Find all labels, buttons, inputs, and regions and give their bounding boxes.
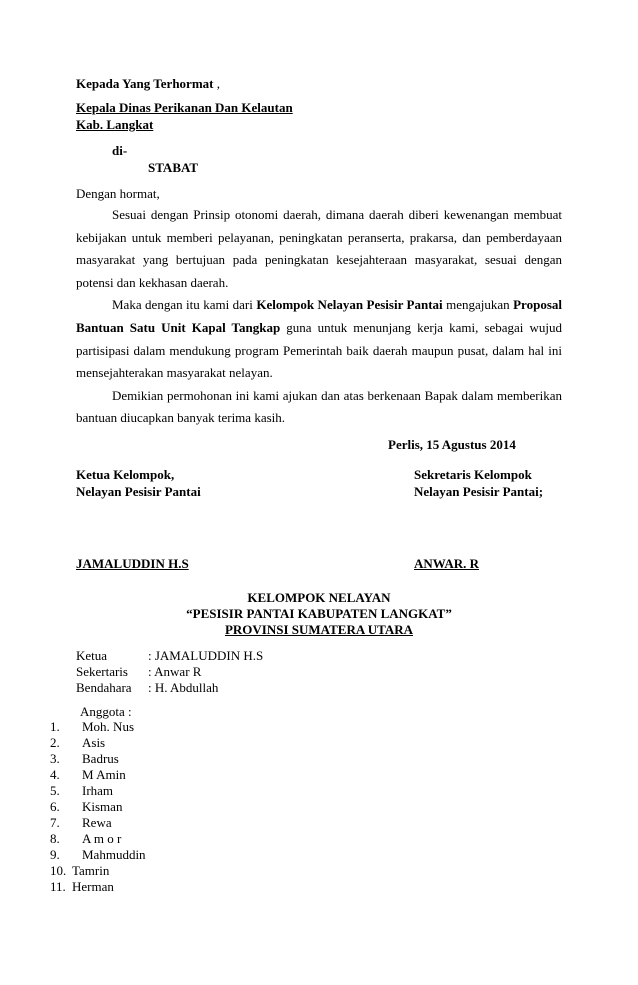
group-name: Kelompok Nelayan Pesisir Pantai: [256, 297, 443, 313]
members-label: Anggota :: [80, 704, 132, 719]
right-signature-title-1: Sekretaris Kelompok: [414, 467, 532, 482]
place-name: STABAT: [148, 160, 199, 175]
paragraph-3: Demikian permohonan ini kami ajukan dan atas berkenaan Bapak dalam memberikan bantuan diucapkan banyak terima kasih.: [76, 387, 562, 426]
officer-name: : Anwar R: [148, 664, 202, 679]
officer-role: Ketua: [76, 648, 108, 663]
letter-page: Kepada Yang Terhormat , Kepala Dinas Perikanan Dan Kelautan Kab. Langkat di- STABAT Dengan hormat, Sesuai dengan Prinsip otonomi daerah, dimana daerah diberi kewenangan membuat kebijakan untuk memberi pelayanan, peningkatan peranserta, prakarsa, dan pemberdayaan masyarakat yang bertujuan pada peningkatan kesejahteraan masyarakat, sesuai dengan potensi dan kekhasan daerah. Maka dengan itu kami dari Kelompok Nelayan Pesisir Pantai mengajukan Proposal Bantuan Satu Unit Kapal Tangkap guna untuk menunjang kerja kami, sebagai wujud partisipasi dalam mendukung program Pemerintah baik daerah maupun pusat, dalam hal ini mensejahterakan masyarakat nelayan. Demikian permohonan ini kami ajukan dan atas berkenaan Bapak dalam memberikan bantuan diucapkan banyak terima kasih. Perlis, 15 Agustus 2014 Ketua Kelompok, Nelayan Pesisir Pantai Sekretaris Kelompok Nelayan Pesisir Pantai; JAMALUDDIN H.S ANWAR. R KELOMPOK NELAYAN “PESISIR PANTAI KABUPATEN LANGKAT” PROVINSI SUMATERA UTARA Ketua : JAMALUDDIN H.S Sekertaris : Anwar R Bendahara : H. Abdullah Anggota : 1. Moh. Nus 2. Asis 3. Badrus 4. M Amin 5. Irham 6. Kisman 7. Rewa 8. A m o r 9. Mahmuddin 10. Tamrin 11. Herman: [0, 0, 638, 985]
salutation: Kepada Yang Terhormat ,: [76, 76, 220, 91]
proposal-title: Proposal Bantuan Satu Unit Kapal Tangkap: [76, 297, 562, 335]
date-line: Perlis, 15 Agustus 2014: [388, 437, 516, 452]
group-title-2: “PESISIR PANTAI KABUPATEN LANGKAT”: [186, 606, 452, 621]
right-signature-title-2: Nelayan Pesisir Pantai;: [414, 484, 544, 499]
right-signature-name: ANWAR. R: [414, 556, 479, 571]
left-signature-name: JAMALUDDIN H.S: [76, 556, 189, 571]
recipient-line-2: Kab. Langkat: [76, 117, 154, 132]
recipient-line-1: Kepala Dinas Perikanan Dan Kelautan: [76, 100, 293, 115]
letter-body: [76, 204, 562, 430]
officer-role: Bendahara: [76, 680, 132, 695]
officer-role: Sekertaris: [76, 664, 128, 679]
left-signature-title-1: Ketua Kelompok,: [76, 467, 175, 482]
officer-name: : JAMALUDDIN H.S: [148, 648, 264, 663]
greeting: Dengan hormat,: [76, 186, 160, 201]
group-title-3: PROVINSI SUMATERA UTARA: [224, 622, 414, 637]
paragraph-2: Maka dengan itu kami dari Kelompok Nelayan Pesisir Pantai mengajukan Proposal Bantuan Satu Unit Kapal Tangkap guna untuk menunjang kerja kami, sebagai wujud partisipasi dalam mendukung program Pemerintah baik daerah maupun pusat, dalam hal ini mensejahterakan masyarakat nelayan.: [76, 297, 562, 381]
officer-name: : H. Abdullah: [148, 680, 219, 695]
group-title-1: KELOMPOK NELAYAN: [247, 590, 391, 605]
di-label: di-: [112, 143, 128, 158]
left-signature-title-2: Nelayan Pesisir Pantai: [76, 484, 201, 499]
paragraph-1: Sesuai dengan Prinsip otonomi daerah, dimana daerah diberi kewenangan membuat kebijakan untuk memberi pelayanan, peningkatan peranserta, prakarsa, dan pemberdayaan masyarakat yang bertujuan pada peningkatan kesejahteraan masyarakat, sesuai dengan potensi dan kekhasan daerah.: [76, 207, 562, 290]
